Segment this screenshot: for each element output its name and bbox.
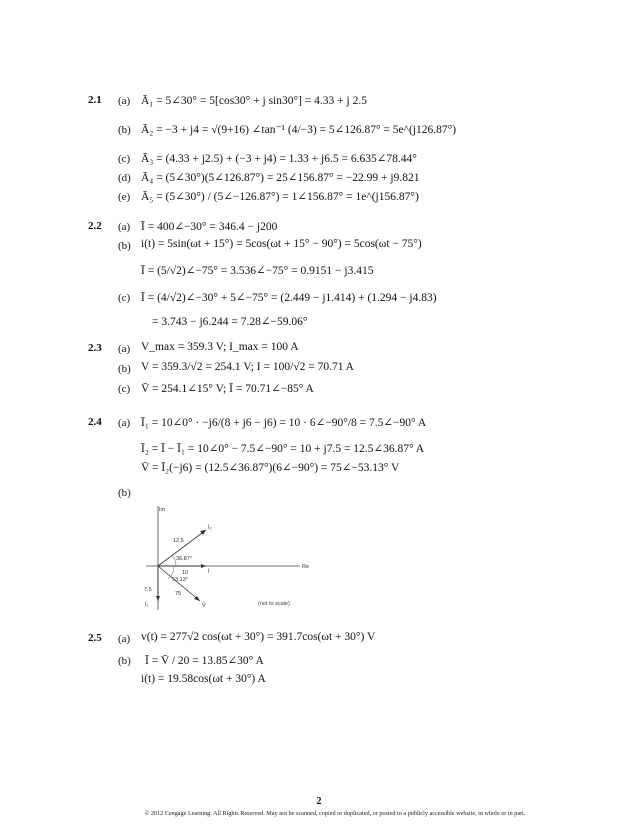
equation: Ī₁ = 10∠0° · −j6/(8 + j6 − j6) = 10 · 6∠−90°/8 = 7.5∠−90° A xyxy=(141,417,427,429)
i1-label: Ī₁ xyxy=(145,602,149,608)
equation: Ā₅ = (5∠30°) / (5∠−126.87°) = 1∠156.87° = 1e^(j156.87°) xyxy=(141,191,419,203)
part-label: (b) xyxy=(118,487,131,499)
part-label: (a) xyxy=(118,221,131,233)
part-label: (b) xyxy=(118,363,131,375)
page-number: 2 xyxy=(316,796,322,807)
equation: Ā₃ = (4.33 + j2.5) + (−3 + j4) = 1.33 + j6.5 = 6.635∠78.44° xyxy=(141,153,417,165)
equation: Ī₂ = Ī − Ī₁ = 10∠0° − 7.5∠−90° = 10 + j7.5 = 12.5∠36.87° A xyxy=(141,443,425,455)
v-label: V̄ xyxy=(202,603,206,609)
part-label: (e) xyxy=(118,191,131,203)
problem-number: 2.5 xyxy=(88,632,102,644)
equation: V̄ = Ī₂(−j6) = (12.5∠36.87°)(6∠−90°) = 75∠−53.13° V xyxy=(141,462,400,474)
equation: i(t) = 5sin(ωt + 15°) = 5cos(ωt + 15° − 90°) = 5cos(ωt − 75°) xyxy=(141,238,422,250)
equation: V̄ = 254.1∠15° V; Ī = 70.71∠−85° A xyxy=(141,383,314,395)
equation: i(t) = 19.58cos(ωt + 30°) A xyxy=(141,673,266,685)
part-label: (a) xyxy=(118,417,131,429)
equation: Ī = V̄ / 20 = 13.85∠30° A xyxy=(145,655,264,667)
equation: Ī = (4/√2)∠−30° + 5∠−75° = (2.449 − j1.414) + (1.294 − j4.83) xyxy=(141,292,437,304)
part-label: (b) xyxy=(118,655,131,667)
axis-label-im: Im xyxy=(159,507,166,513)
equation: v(t) = 277√2 cos(ωt + 30°) = 391.7cos(ωt + 30°) V xyxy=(141,631,376,643)
i2-magnitude: 12.5 xyxy=(173,538,184,544)
copyright-notice: © 2012 Cengage Learning. All Rights Reserved. May not be scanned, copied or duplicated, or posted to a publicly accessible website, in whole or in part. xyxy=(144,810,526,817)
i-magnitude: 10 xyxy=(182,570,189,576)
part-label: (d) xyxy=(118,172,131,184)
equation: Ā₁ = 5∠30° = 5[cos30° + j sin30°] = 4.33 + j 2.5 xyxy=(141,95,367,107)
part-label: (c) xyxy=(118,153,131,165)
problem-number: 2.1 xyxy=(88,94,102,106)
problem-number: 2.4 xyxy=(88,416,102,428)
equation: Ā₄ = (5∠30°)(5∠126.87°) = 25∠156.87° = −22.99 + j9.821 xyxy=(141,172,420,184)
problem-number: 2.3 xyxy=(88,342,102,354)
axis-label-re: Re xyxy=(302,564,310,570)
equation: V = 359.3/√2 = 254.1 V; I = 100/√2 = 70.71 A xyxy=(141,361,354,373)
equation: = 3.743 − j6.244 = 7.28∠−59.06° xyxy=(152,316,308,328)
i2-label: Ī₂ xyxy=(208,525,212,531)
v-magnitude: 75 xyxy=(175,591,182,597)
angle1-label: 36.87° xyxy=(176,556,192,562)
equation: Ī = 400∠−30° = 346.4 − j200 xyxy=(141,221,278,233)
part-label: (c) xyxy=(118,383,131,395)
phasor-diagram-svg xyxy=(128,500,328,618)
angle2-label: 53.13° xyxy=(172,577,188,583)
part-label: (a) xyxy=(118,633,131,645)
problem-number: 2.2 xyxy=(88,220,102,232)
i-label: Ī xyxy=(208,569,210,575)
i1-magnitude: 7.5 xyxy=(144,587,152,593)
part-label: (a) xyxy=(118,95,131,107)
part-label: (c) xyxy=(118,292,131,304)
i1-arrowhead xyxy=(156,596,160,601)
part-label: (b) xyxy=(118,124,131,136)
part-label: (b) xyxy=(118,240,131,252)
equation: V_max = 359.3 V; I_max = 100 A xyxy=(141,341,299,353)
equation: Ī = (5/√2)∠−75° = 3.536∠−75° = 0.9151 − j3.415 xyxy=(141,265,374,277)
equation: Ā₂ = −3 + j4 = √(9+16) ∠tan⁻¹ (4/−3) = 5∠126.87° = 5e^(j126.87°) xyxy=(141,124,457,136)
phasor-diagram xyxy=(128,500,328,618)
part-label: (a) xyxy=(118,343,131,355)
scale-note: (not to scale) xyxy=(258,601,290,607)
i-arrowhead xyxy=(201,564,206,568)
